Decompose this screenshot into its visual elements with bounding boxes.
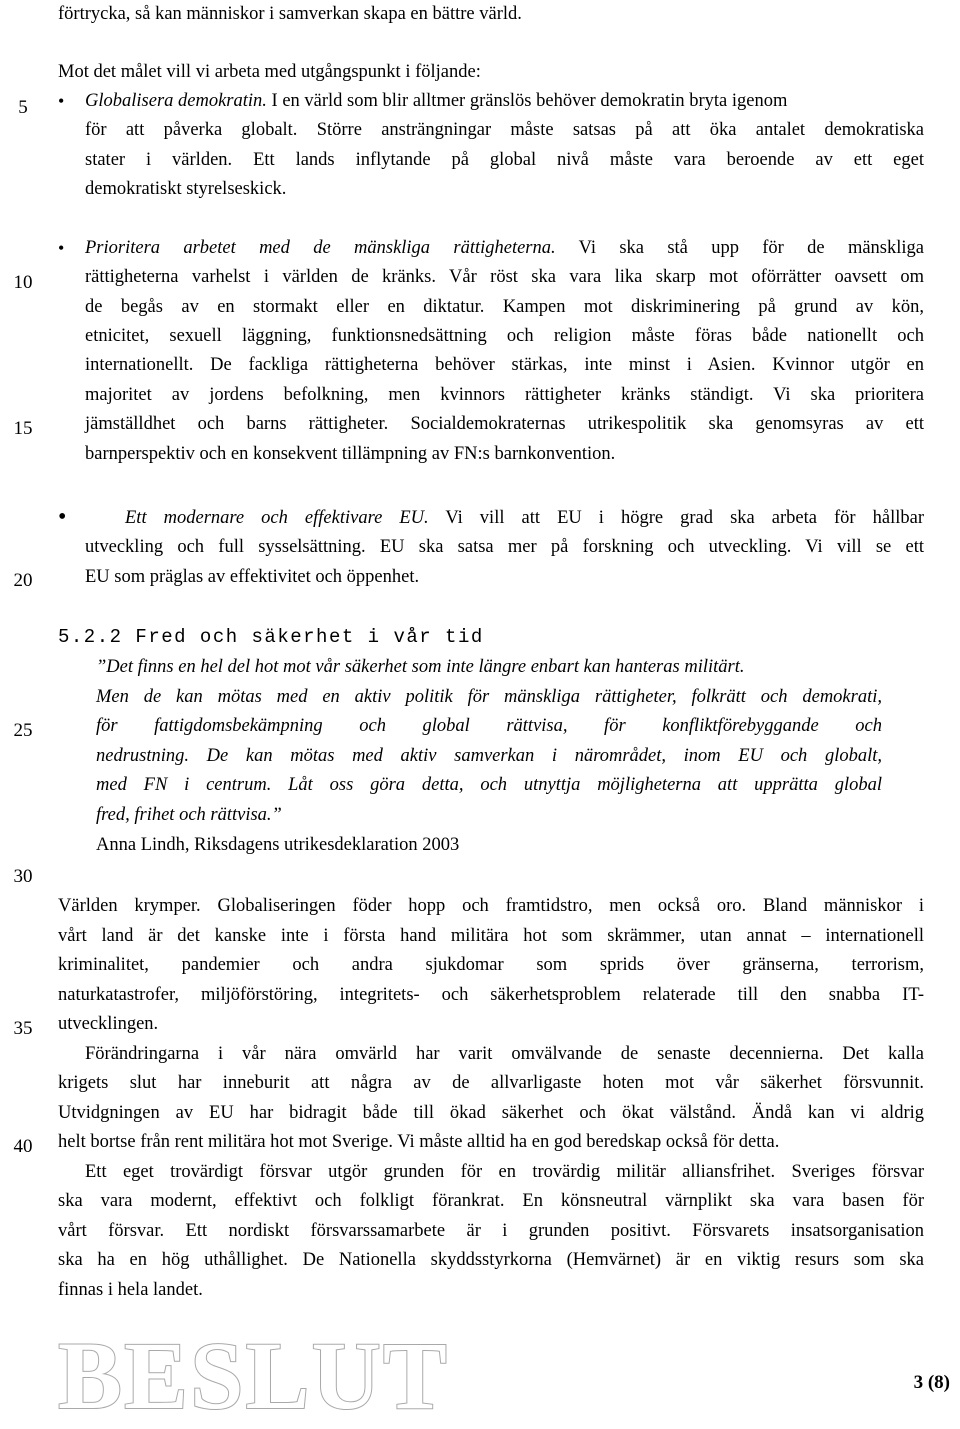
text-line: Prioritera arbetet med de mänskliga rättigheterna. Vi ska stå upp för de mänskliga [85,238,924,258]
quote-line: nedrustning. De kan mötas med aktiv samverkan i närområdet, inom EU och globalt, [96,746,882,766]
text-line: utvecklingen. [58,1014,159,1034]
line-number-20: 20 [13,570,33,591]
text-line: ska ha en hög uthållighet. De Nationella skyddsstyrkorna (Hemvärnet) är en viktig resurs som ska [58,1250,924,1270]
text-line: förtrycka, så kan människor i samverkan skapa en bättre värld. [58,4,522,24]
text-line: barnperspektiv och en konsekvent tillämpning av FN:s barnkonvention. [85,444,616,464]
text-line: de begås av en stormakt eller en diktatur. Kampen mot diskriminering på grund av kön, [85,297,924,317]
text-line: rättigheterna varhelst i världen de kränks. Vår röst ska vara lika skarp mot oförrätter oavsett om [85,267,924,287]
section-heading: 5.2.2 Fred och säkerhet i vår tid [58,626,484,648]
beslut-watermark: BESLUT [58,1322,449,1429]
text-line: stater i världen. Ett lands inflytande på global nivå måste vara beroende av ett eget [85,150,924,170]
quote-line: med FN i centrum. Låt oss göra detta, och utnyttja möjligheterna att upprätta global [96,775,882,795]
bullet-title: Globalisera demokratin. [85,91,267,111]
text-line: vårt land är det kanske inte i första hand militära hot som skrämmer, utan annat – internationell [58,926,924,946]
quote-line: fred, frihet och rättvisa.” [96,805,282,825]
quote-line: Men de kan mötas med en aktiv politik för mänskliga rättigheter, folkrätt och demokrati, [96,687,882,707]
text-line: majoritet av jordens befolkning, men kvinnors rättigheter kränks ständigt. Vi ska prioritera [85,385,924,405]
text-line: helt bortse från rent militära hot mot Sverige. Vi måste alltid ha en god beredskap också för detta. [58,1132,780,1152]
text-line: internationellt. De fackliga rättigheterna behöver stärkas, inte minst i Asien. Kvinnor utgör en [85,355,924,375]
text-line: naturkatastrofer, miljöförstöring, integritets- och säkerhetsproblem relaterade till den snabba IT- [58,985,924,1005]
text-line: Förändringarna i vår nära omvärld har varit omvälvande de senaste decennierna. Det kalla [85,1044,924,1064]
text-line: kriminalitet, pandemier och andra sjukdomar som sprids över gränserna, terrorism, [58,955,924,975]
text-line: finnas i hela landet. [58,1280,203,1300]
text-line: etnicitet, sexuell läggning, funktionsnedsättning och religion måste föras både nationellt och [85,326,924,346]
line-number-5: 5 [18,97,28,118]
text-line: jämställdhet och barns rättigheter. Socialdemokraternas utrikespolitik ska genomsyras av ett [85,414,924,434]
bullet-icon: • [58,238,65,258]
text-line: Ett eget trovärdigt försvar utgör grunden för en trovärdig militär alliansfrihet. Sveriges försvar [85,1162,924,1182]
text-line: EU som präglas av effektivitet och öppenhet. [85,567,420,587]
page-number: 3 (8) [913,1372,950,1393]
line-number-25: 25 [13,720,33,741]
line-number-15: 15 [13,418,33,439]
quote-line: ”Det finns en hel del hot mot vår säkerhet som inte längre enbart kan hanteras militärt. [96,657,745,677]
bullet-icon: • [58,504,67,530]
text-line: Utvidgningen av EU har bidragit både till ökad säkerhet och ökat välstånd. Ändå kan vi aldrig [58,1103,924,1123]
text-line: utveckling och full sysselsättning. EU ska satsa mer på forskning och utveckling. Vi vill se ett [85,537,924,557]
text-line: Globalisera demokratin. I en värld som blir alltmer gränslös behöver demokratin bryta igenom [85,91,788,111]
line-number-10: 10 [13,272,33,293]
text-line: Mot det målet vill vi arbeta med utgångspunkt i följande: [58,62,481,82]
text-line: Världen krymper. Globaliseringen föder hopp och framtidstro, men också oro. Bland människor i [58,896,924,916]
quote-attribution: Anna Lindh, Riksdagens utrikesdeklaration 2003 [96,835,460,855]
quote-line: för fattigdomsbekämpning och global rättvisa, för konfliktförebyggande och [96,716,882,736]
bullet-title: Prioritera arbetet med de mänskliga rättigheterna. [85,238,556,258]
text-line: vårt försvar. Ett nordiskt försvarssamarbete är i grunden positivt. Försvarets insatsorganisation [58,1221,924,1241]
text-line: ska vara modernt, effektivt och folkligt förankrat. En könsneutral värnplikt ska vara basen för [58,1191,924,1211]
bullet-title: Ett modernare och effektivare EU. [125,508,429,528]
line-number-35: 35 [13,1018,33,1039]
text-line: demokratiskt styrelseskick. [85,179,287,199]
line-number-30: 30 [13,866,33,887]
text-line: Ett modernare och effektivare EU. Vi vill att EU i högre grad ska arbeta för hållbar [125,508,924,528]
text-line: för att påverka globalt. Större ansträngningar måste satsas på att öka antalet demokratiska [85,120,924,140]
text-line: krigets slut har inneburit att några av de allvarligaste hoten mot vår säkerhet försvunnit. [58,1073,924,1093]
line-number-40: 40 [13,1136,33,1157]
bullet-icon: • [58,91,65,111]
